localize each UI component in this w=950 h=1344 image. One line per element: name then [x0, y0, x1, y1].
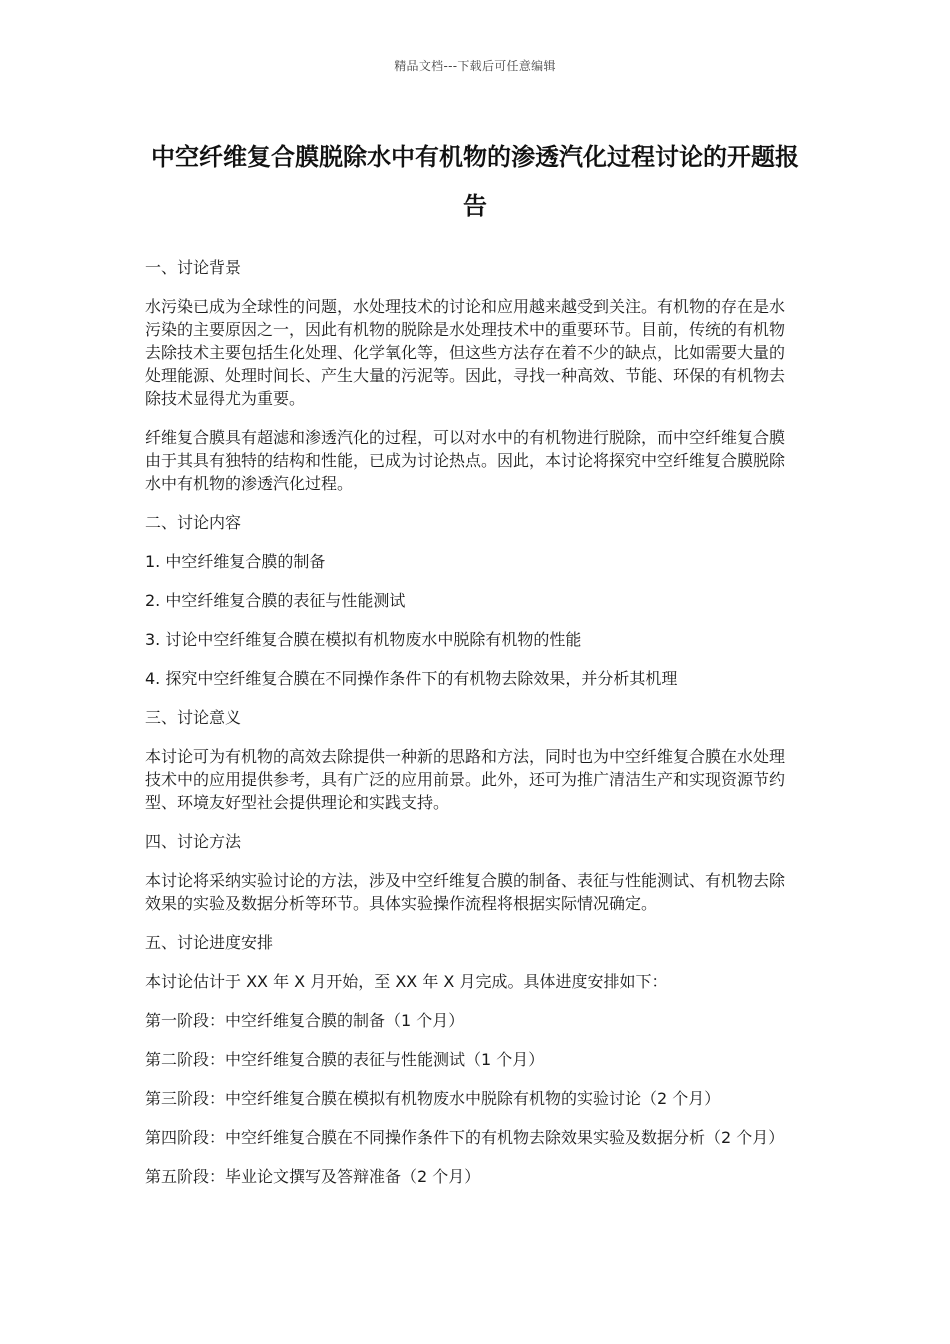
paragraph-background-1: 水污染已成为全球性的问题，水处理技术的讨论和应用越来越受到关注。有机物的存在是水污染的主要原因之一，因此有机物的脱除是水处理技术中的重要环节。目前，传统的有机物去除技术主要包括生化处理、化学氧化等，但这些方法存在着不少的缺点，比如需要大量的处理能源、处理时间长、产生大量的污泥等。因此，寻找一种高效、节能、环保的有机物去除技术显得尤为重要。: [145, 297, 786, 408]
paragraph-schedule-intro: 本讨论估计于 XX 年 X 月开始，至 XX 年 X 月完成。具体进度安排如下：: [145, 972, 668, 991]
paragraph-background-2: 纤维复合膜具有超滤和渗透汽化的过程，可以对水中的有机物进行脱除，而中空纤维复合膜由于其具有独特的结构和性能，已成为讨论热点。因此，本讨论将探究中空纤维复合膜脱除水中有机物的渗透汽化过程。: [145, 428, 786, 493]
list-item-content-1: 1. 中空纤维复合膜的制备: [145, 552, 326, 571]
section-heading-content: 二、讨论内容: [145, 513, 242, 532]
schedule-stage-5: 第五阶段：毕业论文撰写及答辩准备（2 个月）: [145, 1167, 481, 1186]
document-title: 中空纤维复合膜脱除水中有机物的渗透汽化过程讨论的开题报告: [151, 143, 799, 220]
schedule-stage-1: 第一阶段：中空纤维复合膜的制备（1 个月）: [145, 1011, 465, 1030]
section-heading-method: 四、讨论方法: [145, 832, 242, 851]
paragraph-significance: 本讨论可为有机物的高效去除提供一种新的思路和方法，同时也为中空纤维复合膜在水处理技术中的应用提供参考，具有广泛的应用前景。此外，还可为推广清洁生产和实现资源节约型、环境友好型社会提供理论和实践支持。: [145, 747, 786, 812]
schedule-stage-2: 第二阶段：中空纤维复合膜的表征与性能测试（1 个月）: [145, 1050, 545, 1069]
list-item-content-2: 2. 中空纤维复合膜的表征与性能测试: [145, 591, 406, 610]
schedule-stage-3: 第三阶段：中空纤维复合膜在模拟有机物废水中脱除有机物的实验讨论（2 个月）: [145, 1089, 721, 1108]
section-heading-background: 一、讨论背景: [145, 258, 242, 277]
schedule-stage-4: 第四阶段：中空纤维复合膜在不同操作条件下的有机物去除效果实验及数据分析（2 个月）: [145, 1128, 785, 1147]
list-item-content-3: 3. 讨论中空纤维复合膜在模拟有机物废水中脱除有机物的性能: [145, 630, 582, 649]
document-body: [145, 256, 800, 1204]
section-heading-significance: 三、讨论意义: [145, 708, 242, 727]
page-header: 精品文档---下载后可任意编辑: [394, 59, 556, 73]
section-heading-schedule: 五、讨论进度安排: [145, 933, 274, 952]
list-item-content-4: 4. 探究中空纤维复合膜在不同操作条件下的有机物去除效果，并分析其机理: [145, 669, 678, 688]
paragraph-method: 本讨论将采纳实验讨论的方法，涉及中空纤维复合膜的制备、表征与性能测试、有机物去除效果的实验及数据分析等环节。具体实验操作流程将根据实际情况确定。: [145, 871, 786, 913]
